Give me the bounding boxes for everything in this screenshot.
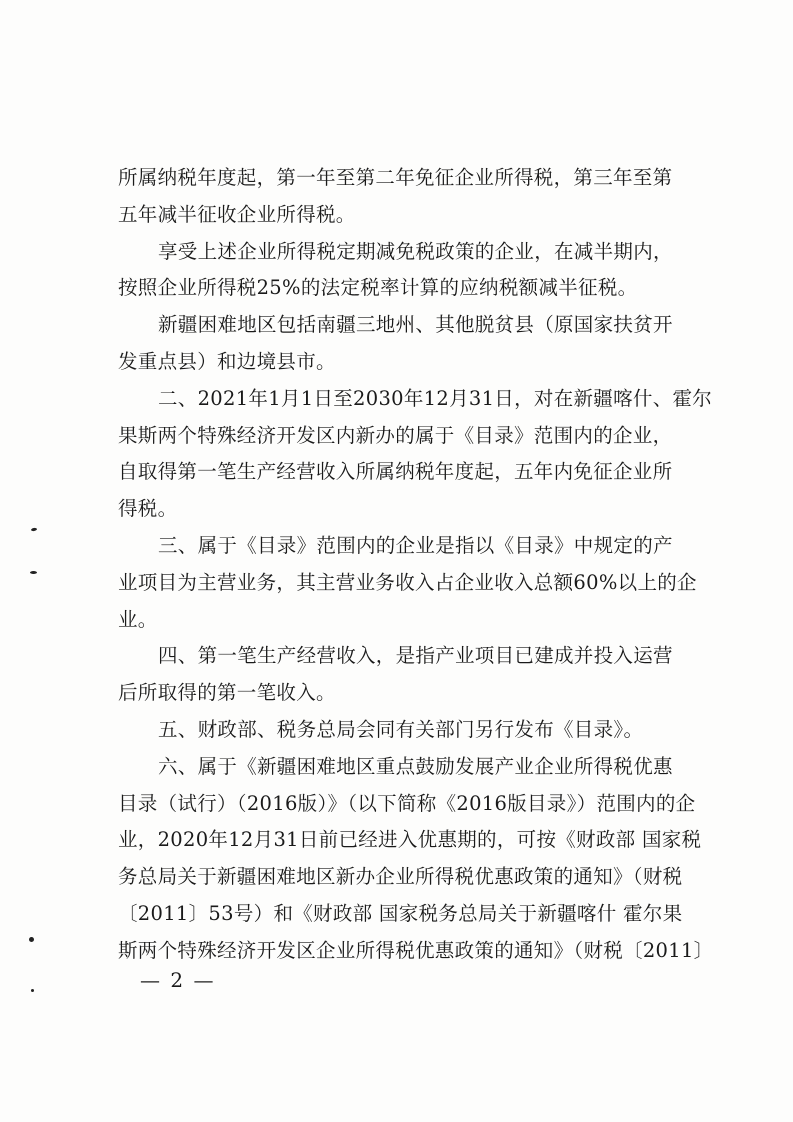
text-line-15: 后所取得的第一笔收入。 [118,681,336,705]
scan-speck [29,937,34,942]
text-line-8: 果斯两个特殊经济开发区内新办的属于《目录》范围内的企业， [118,423,673,447]
text-line-9: 自取得第一笔生产经营收入所属纳税年度起，五年内免征企业所 [118,460,673,484]
text-line-14: 四、第一笔生产经营收入，是指产业项目已建成并投入运营 [158,644,673,668]
text-line-7: 二、2021年1月1日至2030年12月31日，对在新疆喀什、霍尔 [158,386,713,410]
body-text [118,160,714,970]
text-line-10: 得税。 [118,497,178,521]
text-line-11: 三、属于《目录》范围内的企业是指以《目录》中规定的产 [158,533,673,557]
page-number: — 2 — [140,968,216,992]
text-line-20: 务总局关于新疆困难地区新办企业所得税优惠政策的通知》（财税 [118,865,683,889]
text-line-19: 业，2020年12月31日前已经进入优惠期的，可按《财政部 国家税 [118,828,702,852]
text-line-22: 斯两个特殊经济开发区企业所得税优惠政策的通知》（财税〔2011〕 [118,938,714,962]
text-line-12: 业项目为主营业务，其主营业务收入占企业收入总额60%以上的企 [118,570,697,594]
text-line-16: 五、财政部、税务总局会同有关部门另行发布《目录》。 [158,717,644,741]
text-line-5: 新疆困难地区包括南疆三地州、其他脱贫县（原国家扶贫开 [158,313,673,337]
text-line-21: 〔2011〕53号）和《财政部 国家税务总局关于新疆喀什 霍尔果 [118,901,683,925]
text-line-18: 目录（试行）（2016版）》（以下简称《2016版目录》）范围内的企 [118,791,696,815]
scan-speck [31,989,34,992]
scan-speck [30,571,37,574]
text-line-13: 业。 [118,607,158,631]
text-line-4: 按照企业所得税25%的法定税率计算的应纳税额减半征税。 [118,276,638,300]
text-line-6: 发重点县）和边境县市。 [118,349,336,373]
text-line-1: 所属纳税年度起，第一年至第二年免征企业所得税，第三年至第 [118,166,673,189]
text-line-17: 六、属于《新疆困难地区重点鼓励发展产业企业所得税优惠 [158,754,673,778]
scan-speck [31,528,37,532]
text-line-3: 享受上述企业所得税定期减免税政策的企业，在减半期内， [158,239,673,263]
text-line-2: 五年减半征收企业所得税。 [118,202,356,226]
